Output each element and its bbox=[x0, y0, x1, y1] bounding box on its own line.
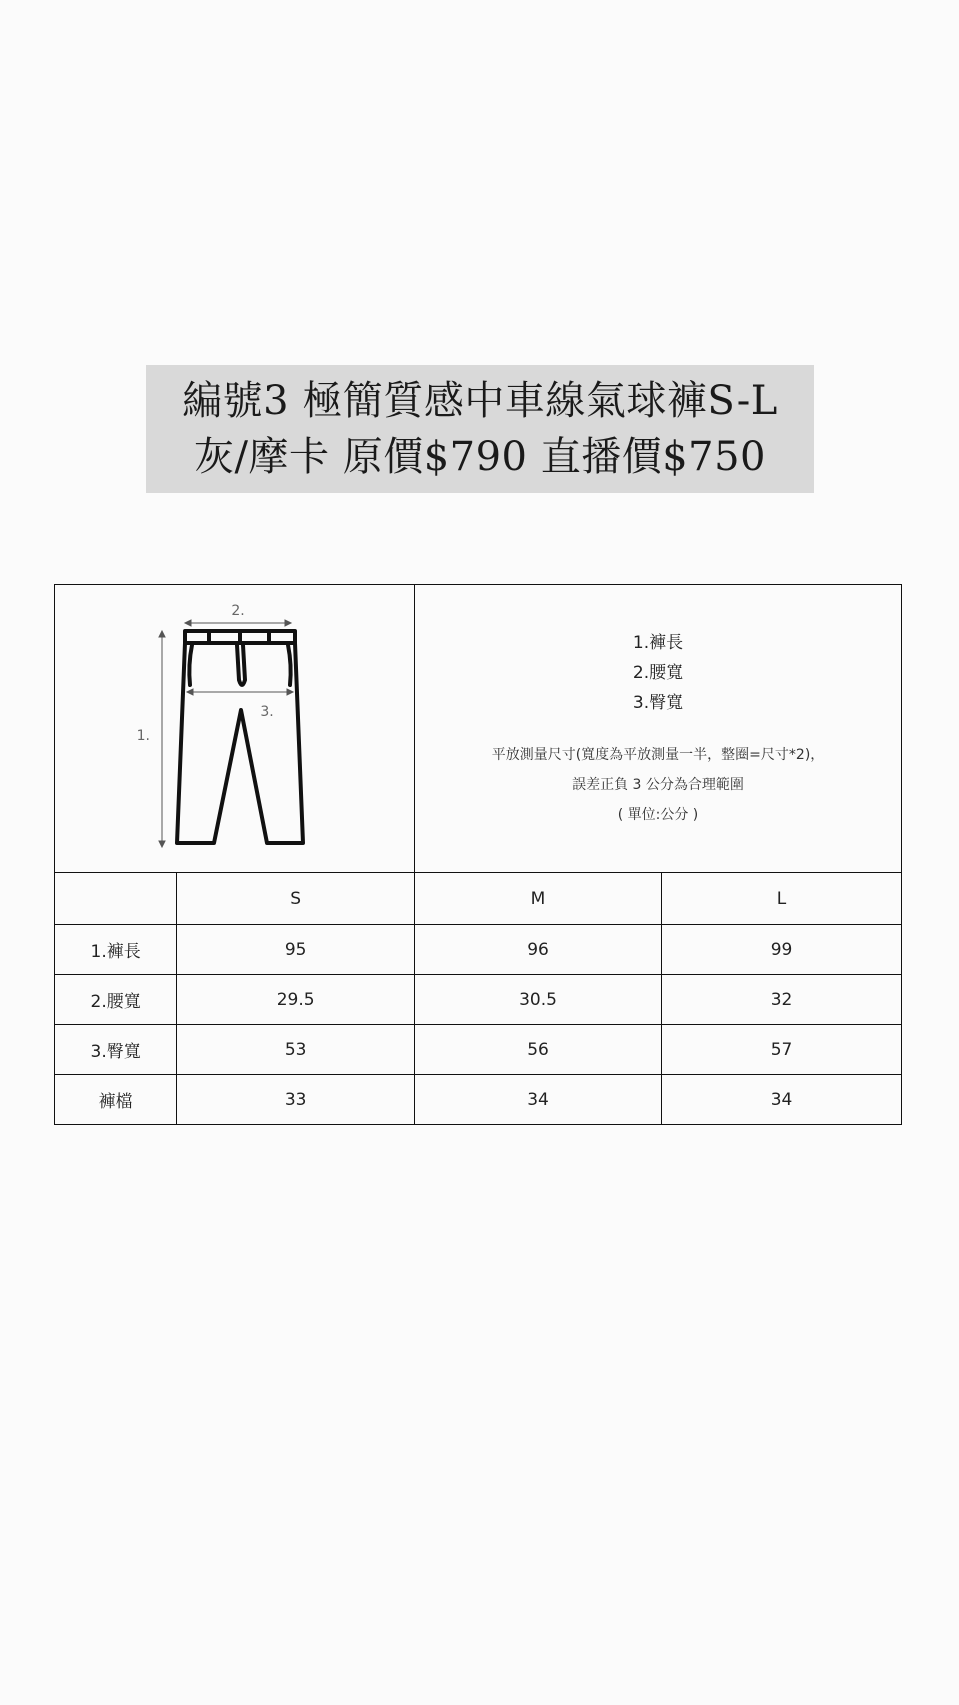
size-header-m: M bbox=[415, 873, 662, 925]
row-label: 1.褲長 bbox=[55, 925, 177, 975]
row-label: 褲檔 bbox=[55, 1075, 177, 1125]
size-header-s: S bbox=[177, 873, 415, 925]
length-measure-label: 1. bbox=[136, 728, 150, 744]
note-line-2: 誤差正負 3 公分為合理範圍 bbox=[572, 776, 744, 793]
waist-measure-line bbox=[185, 620, 291, 626]
header-empty-cell bbox=[55, 873, 177, 925]
waist-measure-label: 2. bbox=[231, 603, 245, 619]
cell-value: 96 bbox=[415, 925, 662, 975]
measurement-note bbox=[415, 740, 901, 830]
legend-item-hip: 3.臀寬 bbox=[632, 692, 684, 713]
note-line-3: ( 單位:公分 ) bbox=[617, 806, 699, 823]
measurement-info-cell bbox=[415, 585, 902, 873]
cell-value: 95 bbox=[177, 925, 415, 975]
cell-value: 34 bbox=[415, 1075, 662, 1125]
size-header-l: L bbox=[662, 873, 902, 925]
table-row bbox=[55, 925, 902, 975]
length-measure-line bbox=[159, 631, 165, 847]
cell-value: 30.5 bbox=[415, 975, 662, 1025]
hip-measure-line bbox=[187, 689, 293, 695]
product-title-line-2: 灰/摩卡 原價$790 直播價$750 bbox=[194, 434, 766, 480]
row-label: 3.臀寬 bbox=[55, 1025, 177, 1075]
legend-item-waist: 2.腰寬 bbox=[632, 662, 684, 683]
row-label: 2.腰寬 bbox=[55, 975, 177, 1025]
cell-value: 29.5 bbox=[177, 975, 415, 1025]
cell-value: 56 bbox=[415, 1025, 662, 1075]
size-header-row bbox=[55, 873, 902, 925]
product-title-box bbox=[146, 365, 814, 493]
pants-diagram bbox=[55, 585, 414, 867]
cell-value: 33 bbox=[177, 1075, 415, 1125]
cell-value: 53 bbox=[177, 1025, 415, 1075]
cell-value: 99 bbox=[662, 925, 902, 975]
measurement-legend bbox=[415, 628, 901, 718]
legend-item-length: 1.褲長 bbox=[632, 632, 684, 653]
note-line-1: 平放測量尺寸(寬度為平放測量一半，整圈=尺寸*2)， bbox=[491, 746, 825, 763]
hip-measure-label: 3. bbox=[260, 704, 274, 720]
pants-diagram-cell bbox=[55, 585, 415, 873]
product-title-line-1: 編號3 極簡質感中車線氣球褲S-L bbox=[182, 378, 778, 424]
cell-value: 57 bbox=[662, 1025, 902, 1075]
pants-outline bbox=[177, 631, 303, 843]
size-chart-table bbox=[54, 584, 902, 1125]
table-row bbox=[55, 1075, 902, 1125]
table-row bbox=[55, 1025, 902, 1075]
cell-value: 32 bbox=[662, 975, 902, 1025]
table-row bbox=[55, 975, 902, 1025]
cell-value: 34 bbox=[662, 1075, 902, 1125]
